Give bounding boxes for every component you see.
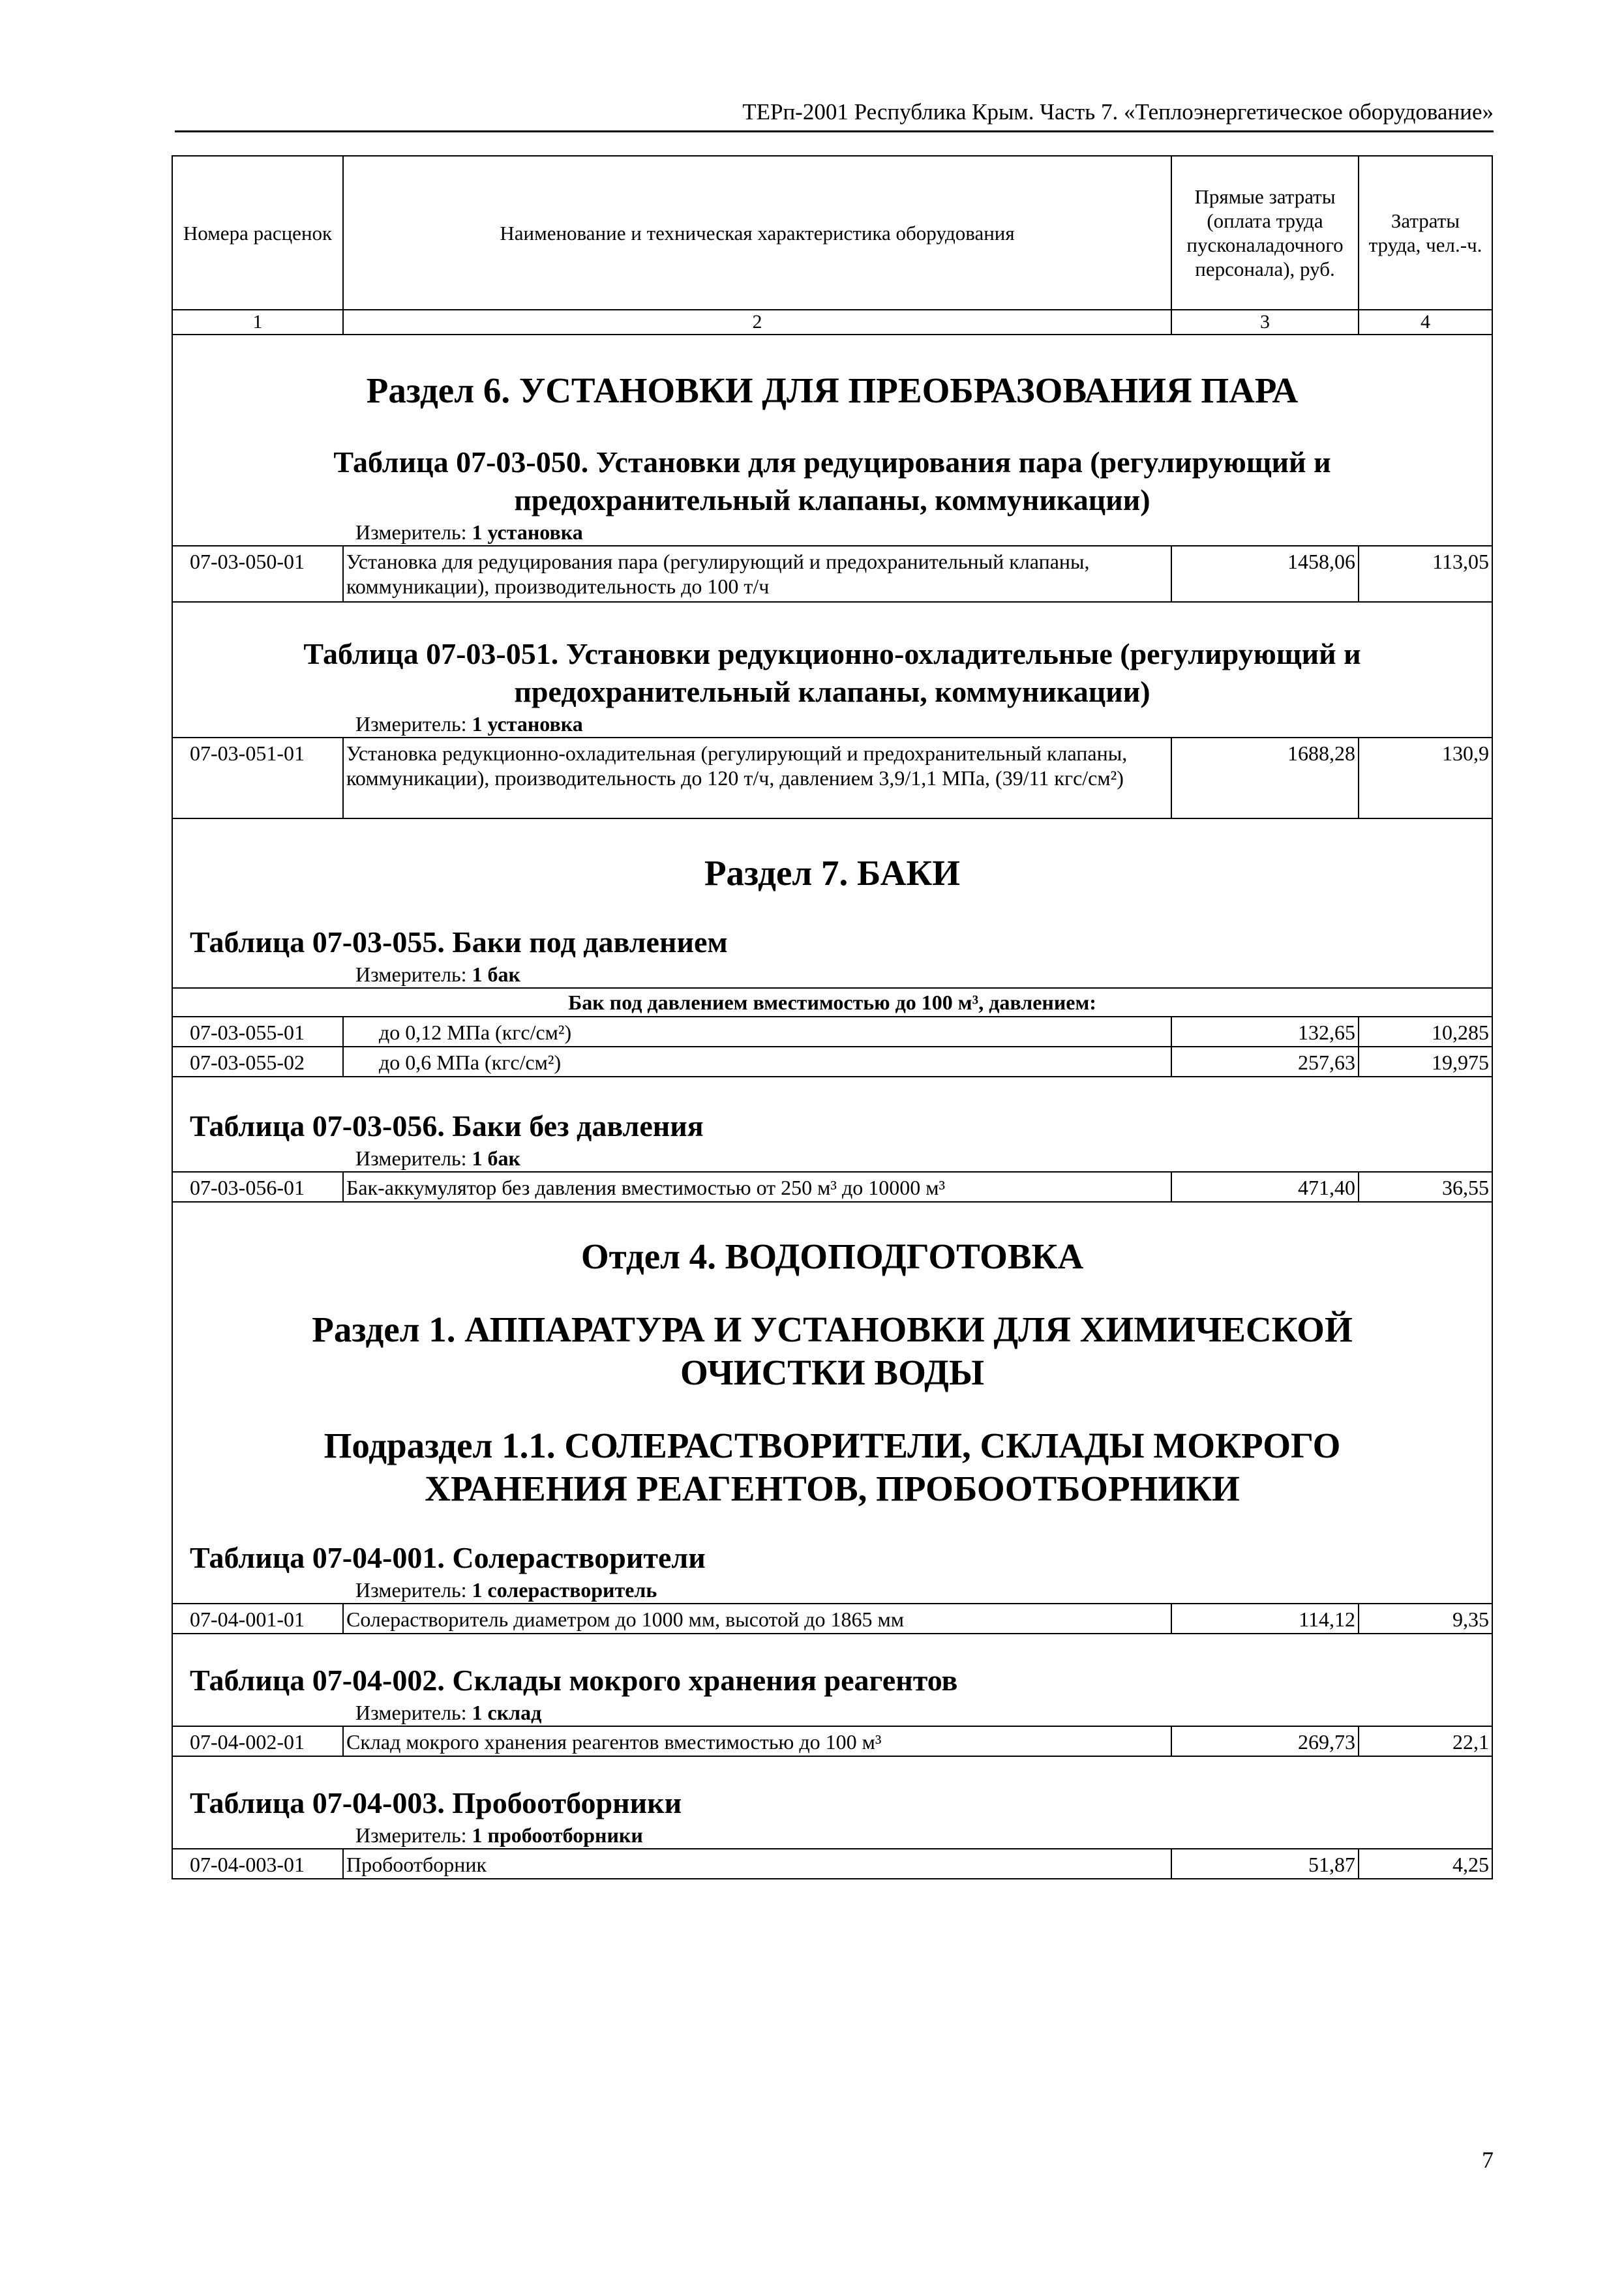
section-block-6 xyxy=(172,335,1492,546)
header-rule xyxy=(175,130,1494,132)
column-header-row xyxy=(172,156,1492,310)
column-header-name: Наименование и техническая характеристика оборудования xyxy=(343,156,1171,310)
rate-name: Установка редукционно-охладительная (регулирующий и предохранительный клапаны, коммуникации), производительность до 120 т/ч, давлением 3,9/1,1 МПа, (39/11 кгс/см²) xyxy=(343,738,1171,818)
rate-cost: 1458,06 xyxy=(1171,546,1359,602)
rate-labor: 22,1 xyxy=(1359,1726,1492,1756)
column-number: 4 xyxy=(1359,310,1492,335)
section-title: Раздел 7. БАКИ xyxy=(704,853,961,893)
rate-labor: 130,9 xyxy=(1359,738,1492,818)
rate-cost: 257,63 xyxy=(1171,1047,1359,1077)
rate-cost: 114,12 xyxy=(1171,1604,1359,1634)
section-block-7 xyxy=(172,818,1492,988)
subsection-title: Подраздел 1.1. СОЛЕРАСТВОРИТЕЛИ, СКЛАДЫ МОКРОГО ХРАНЕНИЯ РЕАГЕНТОВ, ПРОБООТБОРНИКИ xyxy=(323,1426,1341,1508)
column-number: 1 xyxy=(172,310,343,335)
rate-name: Солерастворитель диаметром до 1000 мм, высотой до 1865 мм xyxy=(343,1604,1171,1634)
department-title: Отдел 4. ВОДОПОДГОТОВКА xyxy=(580,1236,1084,1276)
table-row xyxy=(172,1172,1492,1202)
rate-code: 07-04-002-01 xyxy=(172,1726,343,1756)
section-title: Раздел 1. АППАРАТУРА И УСТАНОВКИ ДЛЯ ХИМИЧЕСКОЙ ОЧИСТКИ ВОДЫ xyxy=(312,1309,1353,1392)
meter-line: Измеритель: 1 солерастворитель xyxy=(355,1578,657,1602)
table-block-056 xyxy=(172,1077,1492,1172)
table-row xyxy=(172,546,1492,602)
table-title: Таблица 07-03-055. Баки под давлением xyxy=(190,925,728,959)
rate-name: до 0,6 МПа (кгс/см²) xyxy=(343,1047,1171,1077)
section-title: Раздел 6. УСТАНОВКИ ДЛЯ ПРЕОБРАЗОВАНИЯ ПАРА xyxy=(366,370,1299,410)
meter-line: Измеритель: 1 бак xyxy=(355,1146,520,1170)
rate-labor: 113,05 xyxy=(1359,546,1492,602)
table-row xyxy=(172,1726,1492,1756)
rate-labor: 10,285 xyxy=(1359,1017,1492,1047)
table-title: Таблица 07-03-050. Установки для редуцирования пара (регулирующий и предохранительный клапаны, коммуникации) xyxy=(333,445,1331,516)
table-row xyxy=(172,1047,1492,1077)
column-header-codes: Номера расценок xyxy=(172,156,343,310)
table-block-003 xyxy=(172,1756,1492,1849)
rate-code: 07-04-001-01 xyxy=(172,1604,343,1634)
rate-name: Установка для редуцирования пара (регулирующий и предохранительный клапаны, коммуникации), производительность до 100 т/ч xyxy=(343,546,1171,602)
group-heading: Бак под давлением вместимостью до 100 м³, давлением: xyxy=(172,988,1492,1017)
meter-line: Измеритель: 1 установка xyxy=(355,712,583,736)
table-title: Таблица 07-04-002. Склады мокрого хранения реагентов xyxy=(190,1664,958,1697)
department-block-4 xyxy=(172,1202,1492,1604)
rate-name: Склад мокрого хранения реагентов вместимостью до 100 м³ xyxy=(343,1726,1171,1756)
table-block-051 xyxy=(172,602,1492,738)
meter-line: Измеритель: 1 бак xyxy=(355,963,520,986)
rate-cost: 1688,28 xyxy=(1171,738,1359,818)
rate-cost: 132,65 xyxy=(1171,1017,1359,1047)
rate-labor: 9,35 xyxy=(1359,1604,1492,1634)
table-row xyxy=(172,1849,1492,1879)
rate-code: 07-04-003-01 xyxy=(172,1849,343,1879)
rate-cost: 269,73 xyxy=(1171,1726,1359,1756)
column-number: 3 xyxy=(1171,310,1359,335)
running-header: ТЕРп-2001 Республика Крым. Часть 7. «Теплоэнергетическое оборудование» xyxy=(742,99,1494,125)
table-row xyxy=(172,1017,1492,1047)
table-row xyxy=(172,1604,1492,1634)
rate-code: 07-03-056-01 xyxy=(172,1172,343,1202)
column-number-row xyxy=(172,310,1492,335)
column-header-cost: Прямые затраты (оплата труда пусконаладочного персонала), руб. xyxy=(1171,156,1359,310)
rate-name: до 0,12 МПа (кгс/см²) xyxy=(343,1017,1171,1047)
table-title: Таблица 07-04-003. Пробоотборники xyxy=(190,1786,682,1819)
column-header-labor: Затраты труда, чел.-ч. xyxy=(1359,156,1492,310)
column-number: 2 xyxy=(343,310,1171,335)
meter-line: Измеритель: 1 склад xyxy=(355,1701,542,1724)
meter-line: Измеритель: 1 пробоотборники xyxy=(355,1823,643,1847)
table-title: Таблица 07-04-001. Солерастворители xyxy=(190,1541,706,1574)
rate-cost: 471,40 xyxy=(1171,1172,1359,1202)
rate-code: 07-03-051-01 xyxy=(172,738,343,818)
rates-table xyxy=(172,155,1493,1879)
table-title: Таблица 07-03-051. Установки редукционно-охладительные (регулирующий и предохранительный клапаны, коммуникации) xyxy=(303,637,1361,708)
meter-line: Измеритель: 1 установка xyxy=(355,520,583,544)
table-row xyxy=(172,738,1492,818)
rate-labor: 36,55 xyxy=(1359,1172,1492,1202)
rate-name: Пробоотборник xyxy=(343,1849,1171,1879)
rate-name: Бак-аккумулятор без давления вместимостью от 250 м³ до 10000 м³ xyxy=(343,1172,1171,1202)
rate-labor: 4,25 xyxy=(1359,1849,1492,1879)
page-number: 7 xyxy=(1482,2147,1494,2173)
rate-code: 07-03-050-01 xyxy=(172,546,343,602)
rate-labor: 19,975 xyxy=(1359,1047,1492,1077)
rate-code: 07-03-055-02 xyxy=(172,1047,343,1077)
group-row xyxy=(172,988,1492,1017)
rate-cost: 51,87 xyxy=(1171,1849,1359,1879)
table-title: Таблица 07-03-056. Баки без давления xyxy=(190,1109,704,1143)
rate-code: 07-03-055-01 xyxy=(172,1017,343,1047)
table-block-002 xyxy=(172,1634,1492,1726)
